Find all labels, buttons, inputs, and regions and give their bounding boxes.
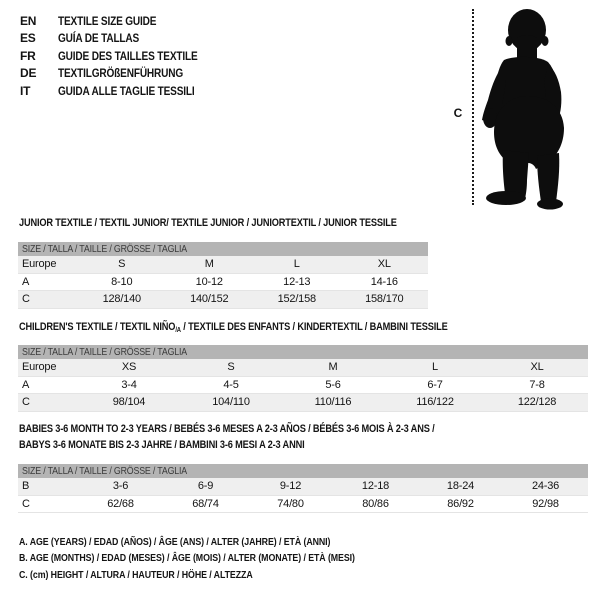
baby-silhouette-icon [470,0,600,215]
age-cell: 8-10 [78,273,166,291]
age-cell: 10-12 [166,273,254,291]
row-label: B [18,478,78,496]
height-cell: 62/68 [78,495,163,513]
table-row-europe [18,256,428,274]
size-header-text: SIZE / TALLA / TAILLE / GRÖSSE / TAGLIA [22,242,188,255]
language-list [20,12,224,100]
junior-size-table [18,242,428,309]
size-header-band [18,464,588,478]
age-cell: 5-6 [282,376,384,394]
row-label: C [18,394,78,412]
table-row-age [18,376,588,394]
size-cell: M [282,359,384,377]
size-cell: M [166,256,254,274]
row-label: C [18,291,78,309]
height-cell: 68/74 [163,495,248,513]
height-measure-dotted-line [472,9,474,205]
age-cell: 12-18 [333,478,418,496]
size-cell: XL [486,359,588,377]
row-label: Europe [18,359,78,377]
language-row-de [20,65,224,83]
language-code: FR [20,48,36,63]
language-label: TEXTILGRÖßENFÜHRUNG [58,66,184,81]
size-cell: S [78,256,166,274]
size-cell: XL [341,256,429,274]
age-cell: 7-8 [486,376,588,394]
table-row-height [18,394,588,412]
height-cell: 104/110 [180,394,282,412]
height-cell: 128/140 [78,291,166,309]
size-cell: L [384,359,486,377]
legend-line-c: C. (cm) HEIGHT / ALTURA / HAUTEUR / HÖHE / ALTEZZA [19,568,253,581]
height-cell: 140/152 [166,291,254,309]
height-cell: 80/86 [333,495,418,513]
age-cell: 14-16 [341,273,429,291]
language-row-fr [20,47,224,65]
language-code: ES [20,31,36,46]
junior-table-title: JUNIOR TEXTILE / TEXTIL JUNIOR/ TEXTILE JUNIOR / JUNIORTEXTIL / JUNIOR TESSILE [19,217,397,229]
language-label: GUÍA DE TALLAS [58,31,140,46]
children-table-title: CHILDREN'S TEXTILE / TEXTIL NIÑO/A / TEXTILE DES ENFANTS / KINDERTEXTIL / BAMBINI TESSILE [19,321,448,334]
legend-line-b: B. AGE (MONTHS) / EDAD (MESES) / ÂGE (MOIS) / ALTER (MONATE) / ETÀ (MESI) [19,552,355,565]
size-header-band [18,242,428,256]
row-label: A [18,376,78,394]
language-row-es [20,30,224,48]
height-cell: 110/116 [282,394,384,412]
measurement-legend [19,534,419,583]
table-row-height [18,495,588,513]
size-cell: L [253,256,341,274]
size-header-text: SIZE / TALLA / TAILLE / GRÖSSE / TAGLIA [22,464,188,477]
children-size-table [18,345,588,412]
language-label: TEXTILE SIZE GUIDE [58,13,157,28]
age-cell: 24-36 [503,478,588,496]
language-code: IT [20,83,31,98]
row-label: C [18,495,78,513]
row-label: Europe [18,256,78,274]
language-row-en [20,12,224,30]
age-cell: 6-9 [163,478,248,496]
age-cell: 3-6 [78,478,163,496]
height-cell: 152/158 [253,291,341,309]
age-cell: 4-5 [180,376,282,394]
height-cell: 98/104 [78,394,180,412]
size-header-text: SIZE / TALLA / TAILLE / GRÖSSE / TAGLIA [22,345,188,358]
height-cell: 92/98 [503,495,588,513]
language-code: DE [20,66,37,81]
size-cell: S [180,359,282,377]
height-cell: 122/128 [486,394,588,412]
legend-line-a: A. AGE (YEARS) / EDAD (AÑOS) / ÂGE (ANS) / ALTER (JAHRE) / ETÀ (ANNI) [19,536,331,548]
height-cell: 86/92 [418,495,503,513]
size-header-band [18,345,588,359]
age-cell: 3-4 [78,376,180,394]
age-cell: 18-24 [418,478,503,496]
age-cell: 6-7 [384,376,486,394]
height-cell: 116/122 [384,394,486,412]
babies-size-table [18,464,588,513]
table-row-age-months [18,478,588,496]
size-cell: XS [78,359,180,377]
age-cell: 9-12 [248,478,333,496]
language-label: GUIDA ALLE TAGLIE TESSILI [58,83,195,98]
language-row-it [20,82,224,100]
height-cell: 74/80 [248,495,333,513]
table-row-europe [18,359,588,377]
age-cell: 12-13 [253,273,341,291]
height-measure-label: C [453,106,463,120]
table-row-height [18,291,428,309]
language-code: EN [20,13,37,28]
babies-table-title: BABIES 3-6 MONTH TO 2-3 YEARS / BEBÉS 3-6 MESES A 2-3 AÑOS / BÉBÉS 3-6 MOIS À 2-3 ANS / BABYS 3-6 MONATE BIS 2-3 JAHRE / BAMBINI 3-6 MESI A 2-3 ANNI [19,423,435,451]
row-label: A [18,273,78,291]
title-subscript: /A [175,327,181,334]
height-cell: 158/170 [341,291,429,309]
language-label: GUIDE DES TAILLES TEXTILE [58,48,198,63]
table-row-age [18,273,428,291]
